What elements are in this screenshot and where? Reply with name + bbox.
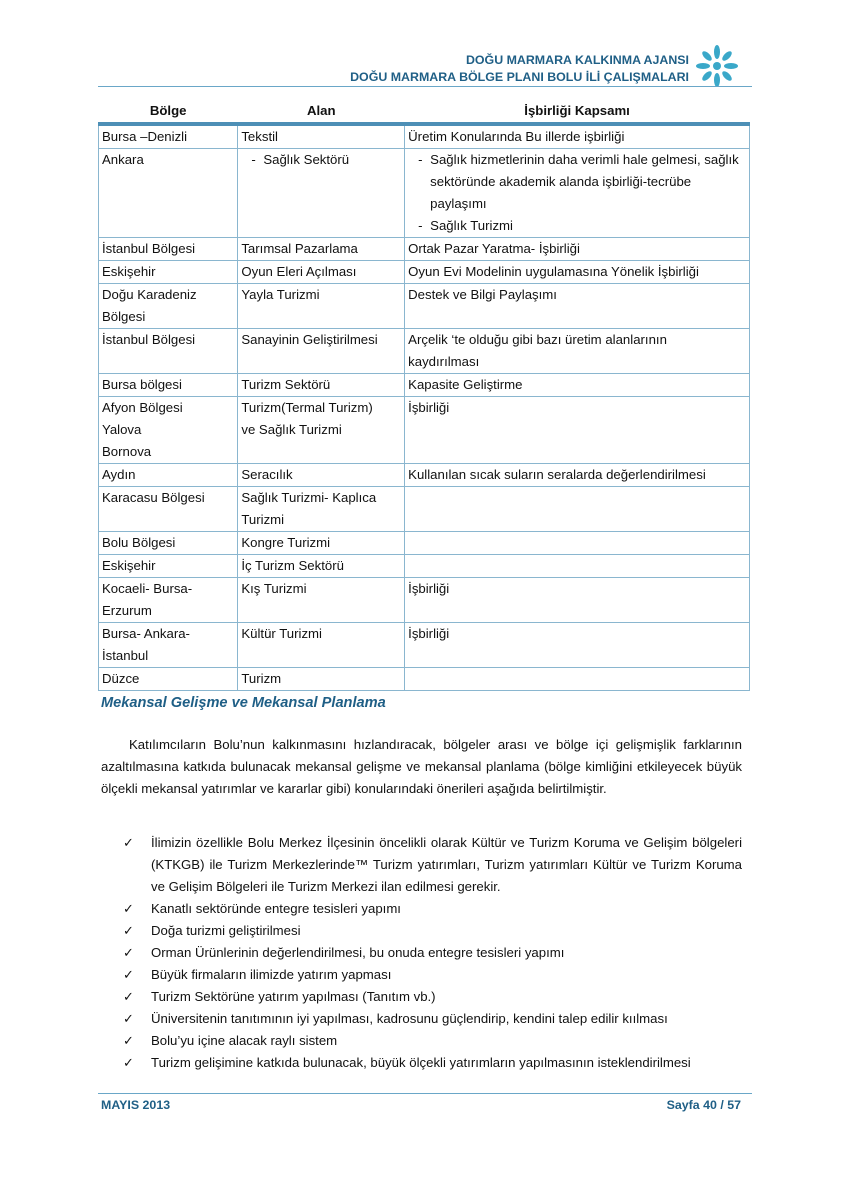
cooperation-table (98, 100, 750, 691)
list-item (101, 898, 742, 920)
scope-cell (405, 397, 750, 464)
region-text: Eskişehir (102, 558, 156, 573)
area-cell (238, 329, 405, 374)
table-row (99, 397, 750, 464)
scope-cell (405, 238, 750, 261)
list-item-text: Orman Ürünlerinin değerlendirilmesi, bu onuda entegre tesisleri yapımı (151, 945, 565, 960)
scope-cell (405, 464, 750, 487)
column-header-region: Bölge (99, 100, 238, 124)
table-row (99, 532, 750, 555)
area-text: Tarımsal Pazarlama (241, 241, 358, 256)
list-item (101, 1030, 742, 1052)
header-divider (98, 86, 752, 87)
scope-text: Üretim Konularında Bu illerde işbirliği (408, 129, 625, 144)
scope-text: Sağlık Turizmi (430, 218, 513, 233)
checkmark-icon: ✓ (123, 967, 134, 982)
scope-text: Kapasite Geliştirme (408, 377, 523, 392)
area-text: Kış Turizmi (241, 581, 307, 596)
footer-date: MAYIS 2013 (101, 1098, 171, 1112)
area-cell (238, 623, 405, 668)
scope-cell (405, 149, 750, 238)
table-row (99, 578, 750, 623)
region-cell (99, 464, 238, 487)
region-text: Bornova (102, 444, 152, 459)
checkmark-icon: ✓ (123, 989, 134, 1004)
area-text: Turizm(Termal Turizm) (241, 400, 373, 415)
scope-text: kaydırılması (408, 354, 480, 369)
region-cell (99, 668, 238, 691)
list-item (101, 920, 742, 942)
region-text: Bursa bölgesi (102, 377, 182, 392)
area-text: Kongre Turizmi (241, 535, 331, 550)
region-cell (99, 532, 238, 555)
region-text: Erzurum (102, 603, 152, 618)
area-text: Turizm Sektörü (241, 377, 331, 392)
region-cell (99, 397, 238, 464)
table-row (99, 374, 750, 397)
scope-dash-item (408, 215, 746, 237)
list-item-text: Kanatlı sektöründe entegre tesisleri yapımı (151, 901, 401, 916)
area-cell (238, 578, 405, 623)
list-item-text: Turizm Sektörüne yatırım yapılması (Tanıtım vb.) (151, 989, 436, 1004)
region-text: Bolu Bölgesi (102, 535, 176, 550)
list-item (101, 942, 742, 964)
table-row (99, 623, 750, 668)
area-cell (238, 487, 405, 532)
table-row (99, 555, 750, 578)
area-cell (238, 374, 405, 397)
scope-text: Arçelik ‘te olduğu gibi bazı üretim alanlarının (408, 332, 667, 347)
region-text: Yalova (102, 422, 142, 437)
checkmark-icon: ✓ (123, 835, 134, 850)
area-text: Seracılık (241, 467, 293, 482)
scope-text: İşbirliği (408, 626, 450, 641)
area-text: Yayla Turizmi (241, 287, 320, 302)
table-row (99, 284, 750, 329)
region-cell (99, 374, 238, 397)
checkmark-icon: ✓ (123, 1055, 134, 1070)
list-item-text: Doğa turizmi geliştirilmesi (151, 923, 301, 938)
table-row (99, 124, 750, 149)
dash-bullet: - (251, 152, 256, 167)
section-paragraph (101, 734, 742, 800)
area-cell (238, 555, 405, 578)
region-text: Eskişehir (102, 264, 156, 279)
scope-text: İşbirliği (408, 581, 450, 596)
region-cell (99, 261, 238, 284)
scope-text: İşbirliği (408, 400, 450, 415)
region-text: Bölgesi (102, 309, 146, 324)
scope-cell (405, 555, 750, 578)
page-header (350, 52, 689, 86)
area-text: İç Turizm Sektörü (241, 558, 344, 573)
region-cell (99, 487, 238, 532)
table-header-row (99, 100, 750, 124)
column-header-area: Alan (238, 100, 405, 124)
area-cell (238, 238, 405, 261)
list-item (101, 964, 742, 986)
area-text: Turizmi (241, 512, 285, 527)
area-cell (238, 149, 405, 238)
region-text: Bursa- Ankara- (102, 626, 190, 641)
region-text: Düzce (102, 671, 140, 686)
scope-text: Sağlık hizmetlerinin daha verimli hale gelmesi, sağlık sektöründe akademik alanda işbirliği-tecrübe paylaşımı (430, 152, 739, 211)
checkmark-icon: ✓ (123, 1033, 134, 1048)
paragraph-text: Katılımcıların Bolu’nun kalkınmasını hızlandıracak, bölgeler arası ve bölge içi gelişmişlik farklarının azaltılmasına katkıda bulunacak mekansal gelişme ve mekansal planlama (bölge kimliğini etkileyecek büyük ölçekli mekansal yatırımlar ve kararlar gibi) konularındaki önerileri aşağıda belirtilmiştir. (101, 737, 742, 796)
scope-cell (405, 284, 750, 329)
list-item (101, 832, 742, 898)
area-cell (238, 464, 405, 487)
table-row (99, 238, 750, 261)
footer-divider (98, 1093, 752, 1094)
area-text: Sağlık Sektörü (263, 152, 350, 167)
area-cell (238, 532, 405, 555)
list-item-text: Turizm gelişimine katkıda bulunacak, büyük ölçekli yatırımların yapılmasının isteklendirilmesi (151, 1055, 691, 1070)
checkmark-icon: ✓ (123, 1011, 134, 1026)
region-cell (99, 578, 238, 623)
list-item (101, 1008, 742, 1030)
checkmark-icon: ✓ (123, 901, 134, 916)
list-item-text: Büyük firmaların ilimizde yatırım yapması (151, 967, 392, 982)
region-text: Karacasu Bölgesi (102, 490, 205, 505)
scope-cell (405, 261, 750, 284)
scope-text: Ortak Pazar Yaratma- İşbirliği (408, 241, 580, 256)
region-text: İstanbul Bölgesi (102, 332, 196, 347)
table-row (99, 261, 750, 284)
region-text: İstanbul (102, 648, 149, 663)
region-text: Kocaeli- Bursa- (102, 581, 193, 596)
region-cell (99, 555, 238, 578)
region-cell (99, 149, 238, 238)
list-item (101, 986, 742, 1008)
list-item (101, 1052, 742, 1074)
header-agency-name: DOĞU MARMARA KALKINMA AJANSI (465, 53, 689, 67)
dash-bullet: - (418, 152, 423, 167)
checkmark-icon: ✓ (123, 923, 134, 938)
scope-cell (405, 487, 750, 532)
scope-cell (405, 578, 750, 623)
table-row (99, 464, 750, 487)
checkmark-icon: ✓ (123, 945, 134, 960)
scope-text: Kullanılan sıcak suların seralarda değerlendirilmesi (408, 467, 706, 482)
area-text: ve Sağlık Turizmi (241, 422, 342, 437)
region-text: Ankara (102, 152, 144, 167)
region-text: Bursa –Denizli (102, 129, 188, 144)
scope-cell (405, 623, 750, 668)
scope-text: Destek ve Bilgi Paylaşımı (408, 287, 557, 302)
area-cell (238, 668, 405, 691)
list-item-text: İlimizin özellikle Bolu Merkez İlçesinin öncelikli olarak Kültür ve Turizm Koruma ve Gelişim bölgeleri (KTKGB) ile Turizm Merkezlerinde™ Turizm yatırımları, Turizm yatırımları Kültür ve Turizm Koruma ve Gelişim Bölgeleri ile Turizm Merkezi ilan edilmesi gerekir. (151, 835, 742, 894)
region-text: Doğu Karadeniz (102, 287, 197, 302)
region-text: İstanbul Bölgesi (102, 241, 196, 256)
dash-bullet: - (418, 218, 423, 233)
section-title: Mekansal Gelişme ve Mekansal Planlama (101, 695, 386, 711)
area-text: Tekstil (241, 129, 278, 144)
area-text: Kültür Turizmi (241, 626, 322, 641)
region-cell (99, 238, 238, 261)
list-item-text: Bolu’yu içine alacak raylı sistem (151, 1033, 338, 1048)
region-cell (99, 124, 238, 149)
table-row (99, 487, 750, 532)
footer-page-number: Sayfa 40 / 57 (666, 1098, 741, 1112)
region-cell (99, 284, 238, 329)
agency-logo-icon (695, 44, 739, 88)
scope-dash-item (408, 149, 746, 215)
area-cell (238, 284, 405, 329)
scope-cell (405, 532, 750, 555)
header-document-title: DOĞU MARMARA BÖLGE PLANI BOLU İLİ ÇALIŞMALARI (350, 70, 689, 84)
scope-cell (405, 329, 750, 374)
region-text: Aydın (102, 467, 136, 482)
scope-cell (405, 124, 750, 149)
region-cell (99, 623, 238, 668)
recommendation-list (101, 832, 742, 1074)
scope-text: Oyun Evi Modelinin uygulamasına Yönelik İşbirliği (408, 264, 699, 279)
area-text: Oyun Eleri Açılması (241, 264, 357, 279)
area-cell (238, 261, 405, 284)
area-cell (238, 124, 405, 149)
table-row (99, 668, 750, 691)
area-text: Sanayinin Geliştirilmesi (241, 332, 378, 347)
table-row (99, 329, 750, 374)
area-cell (238, 397, 405, 464)
region-cell (99, 329, 238, 374)
area-dash-item (241, 149, 401, 171)
list-item-text: Üniversitenin tanıtımının iyi yapılması, kadrosunu güçlendirip, kendini talep edilir kıılması (151, 1011, 668, 1026)
area-text: Turizm (241, 671, 282, 686)
table-row (99, 149, 750, 238)
column-header-scope: İşbirliği Kapsamı (405, 100, 750, 124)
area-text: Sağlık Turizmi- Kaplıca (241, 490, 377, 505)
scope-cell (405, 374, 750, 397)
scope-cell (405, 668, 750, 691)
region-text: Afyon Bölgesi (102, 400, 183, 415)
